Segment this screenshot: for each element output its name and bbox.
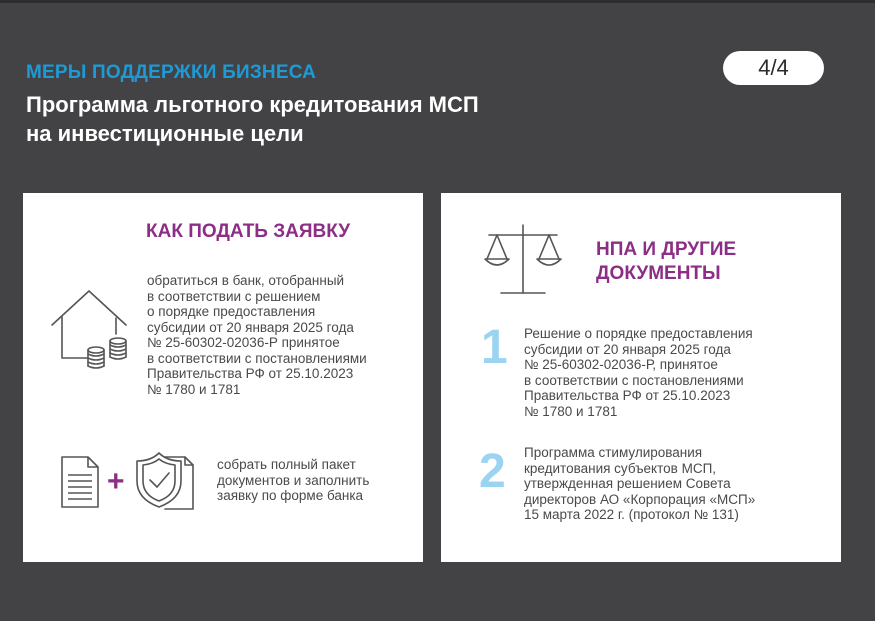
step-1-line: в соответствии с решением (147, 288, 321, 304)
scales-icon (483, 223, 563, 297)
document-item-line: в соответствии с постановлениями (524, 372, 744, 388)
step-1-line: Правительства РФ от 25.10.2023 (147, 366, 354, 381)
document-item-line: директоров АО «Корпорация «МСП» (524, 491, 756, 507)
documents-heading-line-2: ДОКУМЕНТЫ (596, 263, 721, 284)
document-item-line: Решение о порядке предоставления (524, 326, 753, 341)
document-item-2 (524, 445, 824, 523)
section-kicker: МЕРЫ ПОДДЕРЖКИ БИЗНЕСА (26, 62, 317, 83)
page-title-line-1: Программа льготного кредитования МСП (26, 92, 479, 117)
item-number: 1 (481, 321, 508, 374)
documents-heading-line-1: НПА И ДРУГИЕ (596, 239, 737, 260)
top-edge-bar (0, 0, 875, 3)
page-title (26, 90, 586, 148)
document-item-line: № 1780 и 1781 (524, 403, 618, 419)
document-item-line: № 25-60302-02036-Р, принятое (524, 357, 718, 372)
document-item-line: Правительства РФ от 25.10.2023 (524, 388, 731, 403)
step-2-line: документов и заполнить (217, 472, 370, 488)
document-item-1 (524, 326, 824, 419)
document-item-line: Программа стимулирования (524, 445, 703, 460)
step-2-text (217, 457, 417, 504)
step-1-line: в соответствии с постановлениями (147, 350, 367, 366)
documents-heading (596, 238, 736, 286)
page-title-line-2: на инвестиционные цели (26, 121, 304, 146)
step-1-text (147, 273, 417, 397)
shield-check-icon (135, 451, 197, 511)
house-coins-icon (48, 288, 138, 378)
how-to-apply-card (23, 193, 423, 562)
step-1-line: субсидии от 20 января 2025 года (147, 319, 354, 335)
step-1-line: обратиться в банк, отобранный (147, 273, 345, 288)
step-2-line: собрать полный пакет (217, 457, 356, 472)
item-number: 2 (479, 445, 506, 498)
document-item-line: 15 марта 2022 г. (протокол № 131) (524, 507, 739, 522)
step-1-line: № 25-60302-02036-Р принятое (147, 335, 340, 350)
how-to-apply-heading: КАК ПОДАТЬ ЗАЯВКУ (146, 221, 351, 242)
document-icon (60, 455, 100, 509)
step-1-line: № 1780 и 1781 (147, 381, 241, 397)
document-item-line: кредитования субъектов МСП, (524, 460, 717, 476)
page-indicator: 4/4 (723, 51, 824, 85)
step-2-line: заявку по форме банка (217, 488, 364, 503)
plus-sign: + (107, 465, 125, 498)
step-1-line: о порядке предоставления (147, 304, 316, 319)
documents-card (441, 193, 841, 562)
document-item-line: утвержденная решением Совета (524, 476, 731, 491)
document-item-line: субсидии от 20 января 2025 года (524, 341, 731, 357)
